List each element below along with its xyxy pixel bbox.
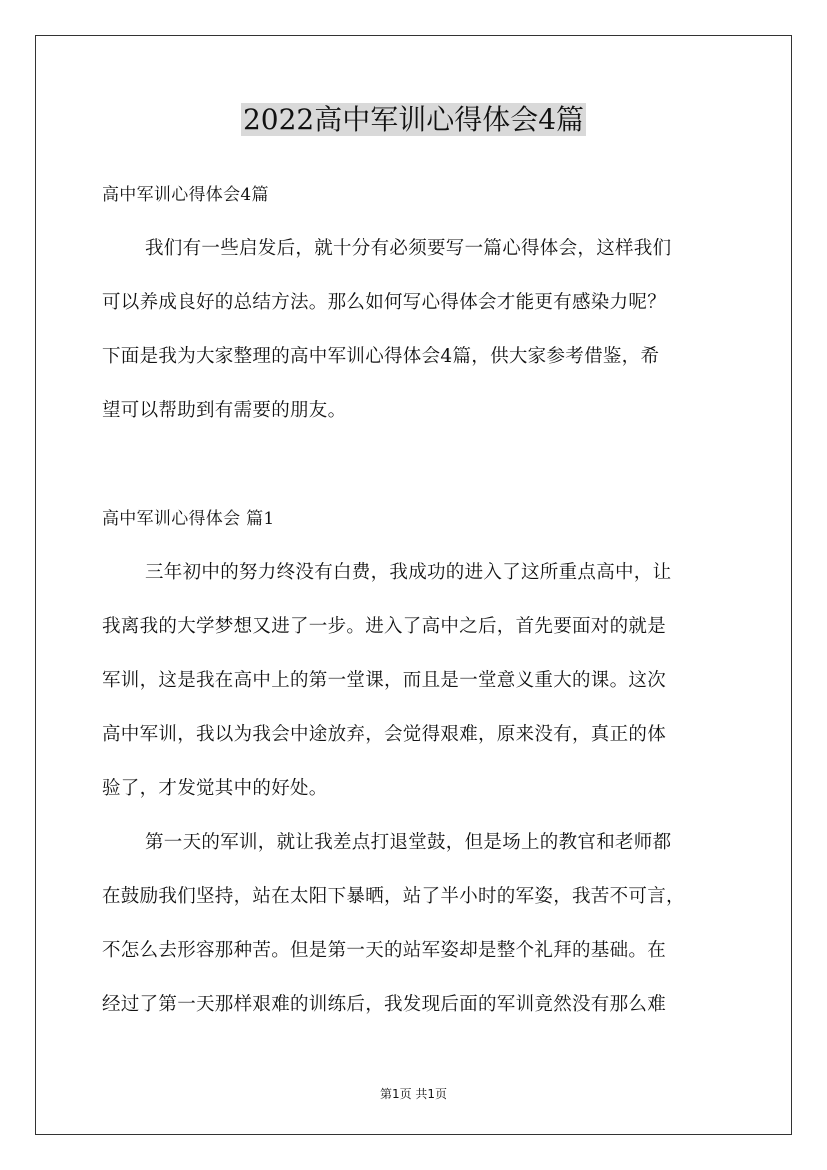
paragraph-line: 高中军训，我以为我会中途放弃，会觉得艰难，原来没有，真正的体: [102, 724, 667, 745]
paragraph-line: 我离我的大学梦想又进了一步。进入了高中之后，首先要面对的就是: [102, 616, 667, 637]
section-heading: 高中军训心得体会 篇1: [102, 509, 275, 529]
paragraph-line: 不怎么去形容那种苦。但是第一天的站军姿却是整个礼拜的基础。在: [102, 940, 667, 961]
intro-line: 可以养成良好的总结方法。那么如何写心得体会才能更有感染力呢？: [102, 292, 667, 313]
page-number: 第1页 共1页: [379, 1087, 448, 1101]
paragraph-line: 在鼓励我们坚持，站在太阳下暴晒，站了半小时的军姿，我苦不可言，: [102, 886, 685, 907]
paragraph-line: 验了，才发觉其中的好处。: [102, 778, 328, 799]
subtitle: 高中军训心得体会4篇: [102, 185, 269, 205]
intro-line: 我们有一些启发后，就十分有必须要写一篇心得体会，这样我们: [145, 238, 672, 259]
document-title: 2022高中军训心得体会4篇: [242, 103, 585, 136]
document-title-wrap: [0, 100, 827, 140]
paragraph-line: 军训，这是我在高中上的第一堂课，而且是一堂意义重大的课。这次: [102, 670, 667, 691]
intro-line: 下面是我为大家整理的高中军训心得体会4篇，供大家参考借鉴，希: [102, 346, 660, 367]
paragraph-line: 经过了第一天那样艰难的训练后，我发现后面的军训竟然没有那么难: [102, 994, 667, 1015]
intro-line: 望可以帮助到有需要的朋友。: [102, 400, 347, 421]
paragraph-line: 第一天的军训，就让我差点打退堂鼓，但是场上的教官和老师都: [145, 832, 672, 853]
paragraph-line: 三年初中的努力终没有白费，我成功的进入了这所重点高中，让: [145, 562, 672, 583]
